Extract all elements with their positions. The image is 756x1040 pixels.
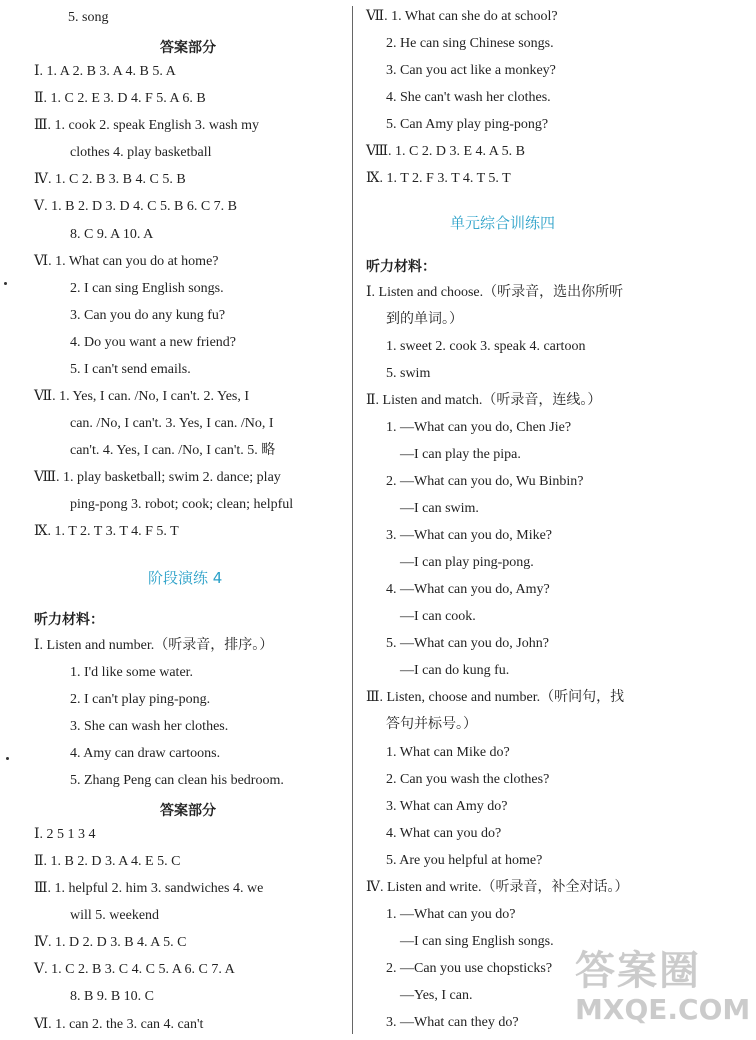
answer-line: Ⅴ. 1. B 2. D 3. D 4. C 5. B 6. C 7. B xyxy=(34,199,238,214)
listening-line: 2. —Can you use chopsticks? xyxy=(386,961,553,976)
listening-line: 4. Amy can draw cartoons. xyxy=(70,746,221,761)
listening-label: 听力材料： xyxy=(366,259,436,275)
answer-line: 4. She can't wash her clothes. xyxy=(386,90,551,105)
answer-line: Ⅰ. 1. A 2. B 3. A 4. B 5. A xyxy=(34,64,176,79)
listening-line: —I can play the pipa. xyxy=(400,447,521,462)
watermark-en: MXQE.COM xyxy=(575,993,751,1026)
listening-line: 1. sweet 2. cook 3. speak 4. cartoon xyxy=(386,339,586,354)
listening-line: 5. Zhang Peng can clean his bedroom. xyxy=(70,773,284,788)
listening-line: —I can swim. xyxy=(400,501,479,516)
answer-line: 3. Can you act like a monkey? xyxy=(386,63,556,78)
answer-line: ping-pong 3. robot; cook; clean; helpful xyxy=(70,497,294,512)
listening-line: Ⅰ. Listen and number.（听录音，排序。） xyxy=(34,638,274,653)
answer-line: Ⅶ. 1. Yes, I can. /No, I can't. 2. Yes, I xyxy=(34,389,250,404)
listening-line: 3. —What can you do, Mike? xyxy=(386,528,553,543)
column-divider xyxy=(352,6,353,1034)
watermark-cn: 答案圈 xyxy=(575,948,701,994)
margin-mark xyxy=(6,757,9,760)
section-title: 阶段演练 4 xyxy=(148,569,223,587)
answer-line: 5. I can't send emails. xyxy=(70,362,191,377)
answer-line: Ⅶ. 1. What can she do at school? xyxy=(366,9,558,24)
answer-line: 2. I can sing English songs. xyxy=(70,281,224,296)
listening-line: Ⅰ. Listen and choose.（听录音，选出你所听 xyxy=(366,285,624,300)
answer-line: Ⅰ. 2 5 1 3 4 xyxy=(34,827,96,842)
listening-line: 1. —What can you do? xyxy=(386,907,516,922)
answer-line: can. /No, I can't. 3. Yes, I can. /No, I xyxy=(70,416,274,431)
listening-line: 4. —What can you do, Amy? xyxy=(386,582,550,597)
listening-line: —I can do kung fu. xyxy=(400,663,510,678)
answer-line: Ⅸ. 1. T 2. T 3. T 4. F 5. T xyxy=(34,524,179,539)
answer-line: 5. song xyxy=(68,10,109,25)
listening-line: 3. She can wash her clothes. xyxy=(70,719,229,734)
answer-line: Ⅴ. 1. C 2. B 3. C 4. C 5. A 6. C 7. A xyxy=(34,962,235,977)
listening-line: 5. —What can you do, John? xyxy=(386,636,549,651)
listening-line: 2. I can't play ping-pong. xyxy=(70,692,211,707)
answer-line: Ⅵ. 1. can 2. the 3. can 4. can't xyxy=(34,1017,204,1032)
listening-label: 听力材料： xyxy=(34,612,104,628)
answer-line: Ⅷ. 1. play basketball; swim 2. dance; play xyxy=(34,470,281,485)
listening-line: 1. What can Mike do? xyxy=(386,745,510,760)
listening-line: 5. swim xyxy=(386,366,431,381)
listening-line: 到的单词。） xyxy=(386,312,463,327)
listening-line: 1. I'd like some water. xyxy=(70,665,194,680)
answer-line: 2. He can sing Chinese songs. xyxy=(386,36,554,51)
answer-line: Ⅷ. 1. C 2. D 3. E 4. A 5. B xyxy=(366,144,525,159)
answer-heading: 答案部分 xyxy=(160,40,216,56)
listening-line: —I can sing English songs. xyxy=(400,934,554,949)
answer-line: Ⅵ. 1. What can you do at home? xyxy=(34,254,219,269)
listening-line: Ⅱ. Listen and match.（听录音，连线。） xyxy=(366,393,602,408)
answer-line: clothes 4. play basketball xyxy=(70,145,212,160)
answer-line: Ⅱ. 1. C 2. E 3. D 4. F 5. A 6. B xyxy=(34,91,206,106)
answer-line: Ⅱ. 1. B 2. D 3. A 4. E 5. C xyxy=(34,854,181,869)
listening-line: Ⅳ. Listen and write.（听录音，补全对话。） xyxy=(366,880,629,895)
listening-line: Ⅲ. Listen, choose and number.（听问句，找 xyxy=(366,690,625,705)
answer-line: 5. Can Amy play ping-pong? xyxy=(386,117,549,132)
listening-line: —I can cook. xyxy=(400,609,476,624)
listening-line: 2. —What can you do, Wu Binbin? xyxy=(386,474,584,489)
answer-heading: 答案部分 xyxy=(160,803,216,819)
listening-line: 3. —What can they do? xyxy=(386,1015,519,1030)
answer-line: 4. Do you want a new friend? xyxy=(70,335,237,350)
answer-line: Ⅳ. 1. C 2. B 3. B 4. C 5. B xyxy=(34,172,186,187)
answer-line: can't. 4. Yes, I can. /No, I can't. 5. 略 xyxy=(70,443,276,458)
answer-line: 8. B 9. B 10. C xyxy=(70,989,155,1004)
answer-line: 3. Can you do any kung fu? xyxy=(70,308,226,323)
listening-line: 4. What can you do? xyxy=(386,826,502,841)
listening-line: —Yes, I can. xyxy=(400,988,473,1003)
listening-line: 2. Can you wash the clothes? xyxy=(386,772,550,787)
listening-line: 3. What can Amy do? xyxy=(386,799,508,814)
answer-line: Ⅸ. 1. T 2. F 3. T 4. T 5. T xyxy=(366,171,511,186)
answer-line: Ⅲ. 1. helpful 2. him 3. sandwiches 4. we xyxy=(34,881,264,896)
listening-line: 5. Are you helpful at home? xyxy=(386,853,543,868)
listening-line: —I can play ping-pong. xyxy=(400,555,534,570)
margin-mark xyxy=(4,282,7,285)
watermark xyxy=(575,948,750,1040)
listening-line: 答句并标号。） xyxy=(386,717,477,732)
answer-line: Ⅳ. 1. D 2. D 3. B 4. A 5. C xyxy=(34,935,187,950)
listening-line: 1. —What can you do, Chen Jie? xyxy=(386,420,572,435)
answer-line: Ⅲ. 1. cook 2. speak English 3. wash my xyxy=(34,118,260,133)
section-title: 单元综合训练四 xyxy=(450,214,556,232)
answer-line: 8. C 9. A 10. A xyxy=(70,227,154,242)
answer-line: will 5. weekend xyxy=(70,908,160,923)
